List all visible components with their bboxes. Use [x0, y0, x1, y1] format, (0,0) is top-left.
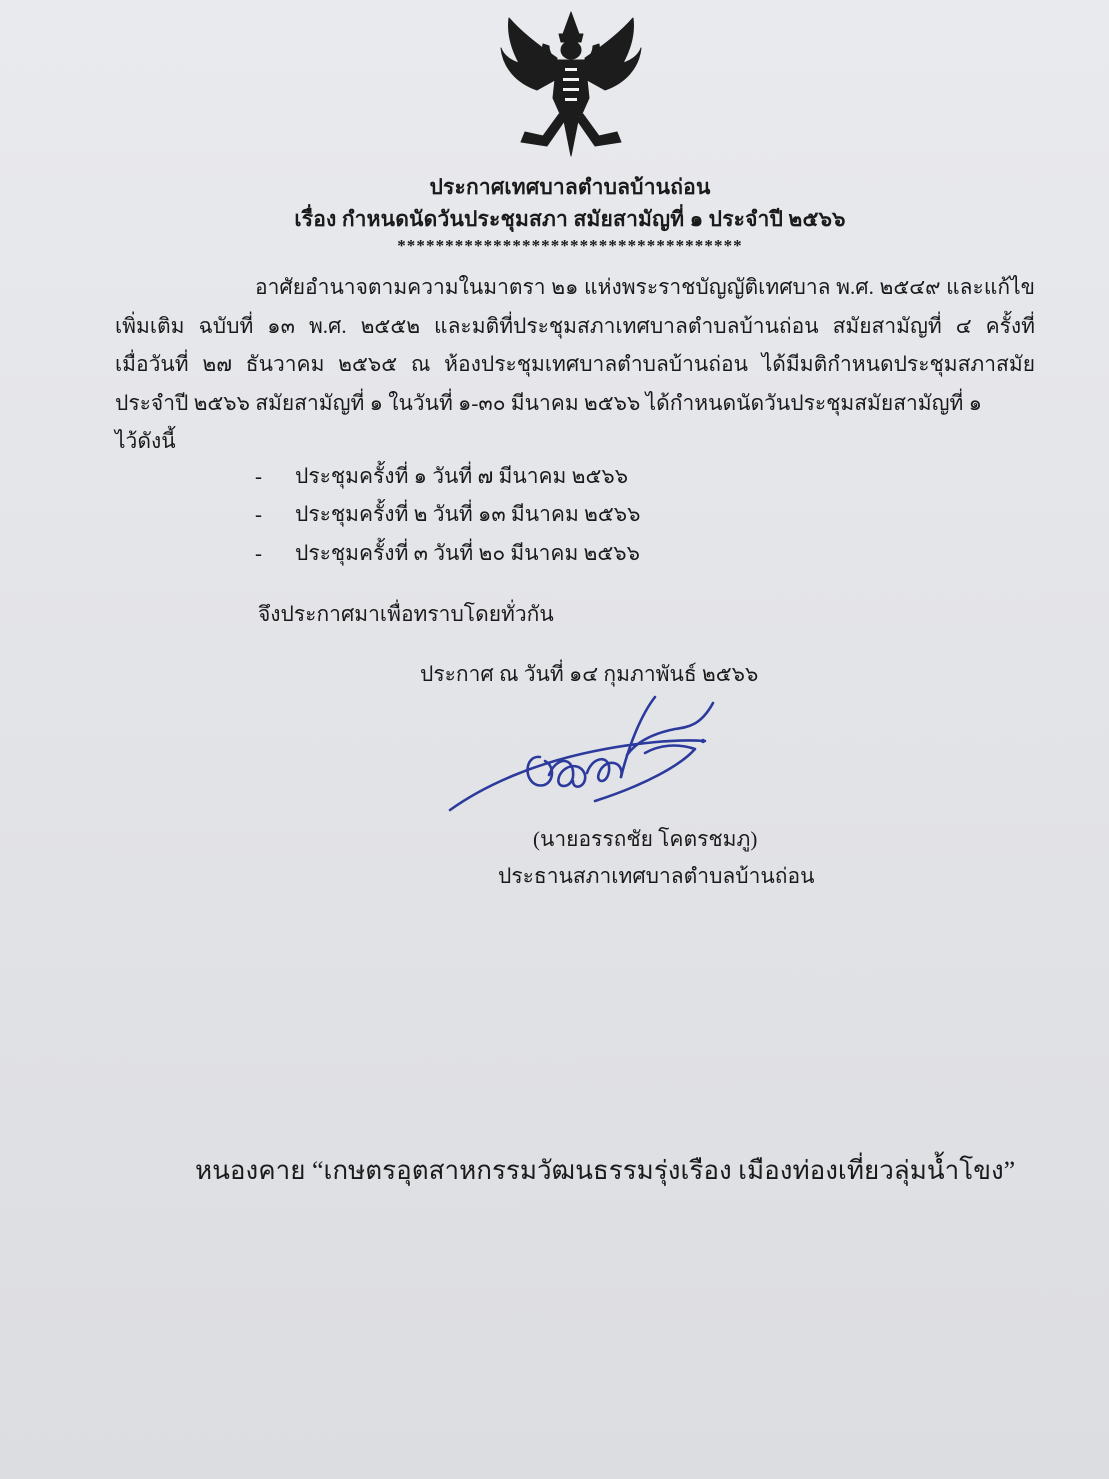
signer-position: ประธานสภาเทศบาลตำบลบ้านถ่อน: [498, 864, 815, 888]
meeting-item: [255, 537, 640, 570]
meeting-item: [255, 460, 628, 493]
province-motto: หนองคาย “เกษตรอุตสาหกรรมวัฒนธรรมรุ่งเรือง เมืองท่องเที่ยวลุ่มน้ำโขง”: [195, 1156, 1016, 1185]
body-line-2: เพิ่มเติม ฉบับที่ ๑๓ พ.ศ. ๒๕๕๒ และมติที่ประชุมสภาเทศบาลตำบลบ้านถ่อน สมัยสามัญที่ ๔ ครั้งที่: [115, 314, 1035, 338]
bullet-dash: -: [255, 464, 262, 488]
announcement-subject: เรื่อง กำหนดนัดวันประชุมสภา สมัยสามัญที่ ๑ ประจำปี ๒๕๖๖: [294, 207, 846, 231]
bullet-dash: -: [255, 502, 262, 526]
garuda-emblem-icon: [497, 8, 645, 158]
meeting-text: ประชุมครั้งที่ ๓ วันที่ ๒๐ มีนาคม ๒๕๖๖: [295, 541, 640, 565]
meeting-item: [255, 498, 640, 531]
bullet-dash: -: [255, 541, 262, 565]
meeting-text: ประชุมครั้งที่ ๑ วันที่ ๗ มีนาคม ๒๕๖๖: [295, 464, 629, 488]
closing-text: จึงประกาศมาเพื่อทราบโดยทั่วกัน: [258, 602, 554, 626]
announcement-title: ประกาศเทศบาลตำบลบ้านถ่อน: [429, 175, 711, 199]
body-line-1: อาศัยอำนาจตามความในมาตรา ๒๑ แห่งพระราชบัญญัติเทศบาล พ.ศ. ๒๕๔๙ และแก้ไข: [255, 275, 1035, 299]
body-line-5: ไว้ดังนี้: [115, 429, 176, 453]
handwritten-signature: [445, 685, 735, 820]
announcement-date: ประกาศ ณ วันที่ ๑๔ กุมภาพันธ์ ๒๕๖๖: [420, 662, 759, 686]
body-line-4: ประจำปี ๒๕๖๖ สมัยสามัญที่ ๑ ในวันที่ ๑-๓๐ มีนาคม ๒๕๖๖ ได้กำหนดนัดวันประชุมสมัยสามัญที่ ๑: [115, 391, 982, 415]
title-separator: ************************************: [397, 236, 743, 255]
meeting-text: ประชุมครั้งที่ ๒ วันที่ ๑๓ มีนาคม ๒๕๖๖: [295, 502, 641, 526]
signer-name: (นายอรรถชัย โคตรชมภู): [533, 827, 758, 851]
body-line-3: เมื่อวันที่ ๒๗ ธันวาคม ๒๕๖๕ ณ ห้องประชุมเทศบาลตำบลบ้านถ่อน ได้มีมติกำหนดประชุมสภาสมัย: [115, 352, 1035, 376]
